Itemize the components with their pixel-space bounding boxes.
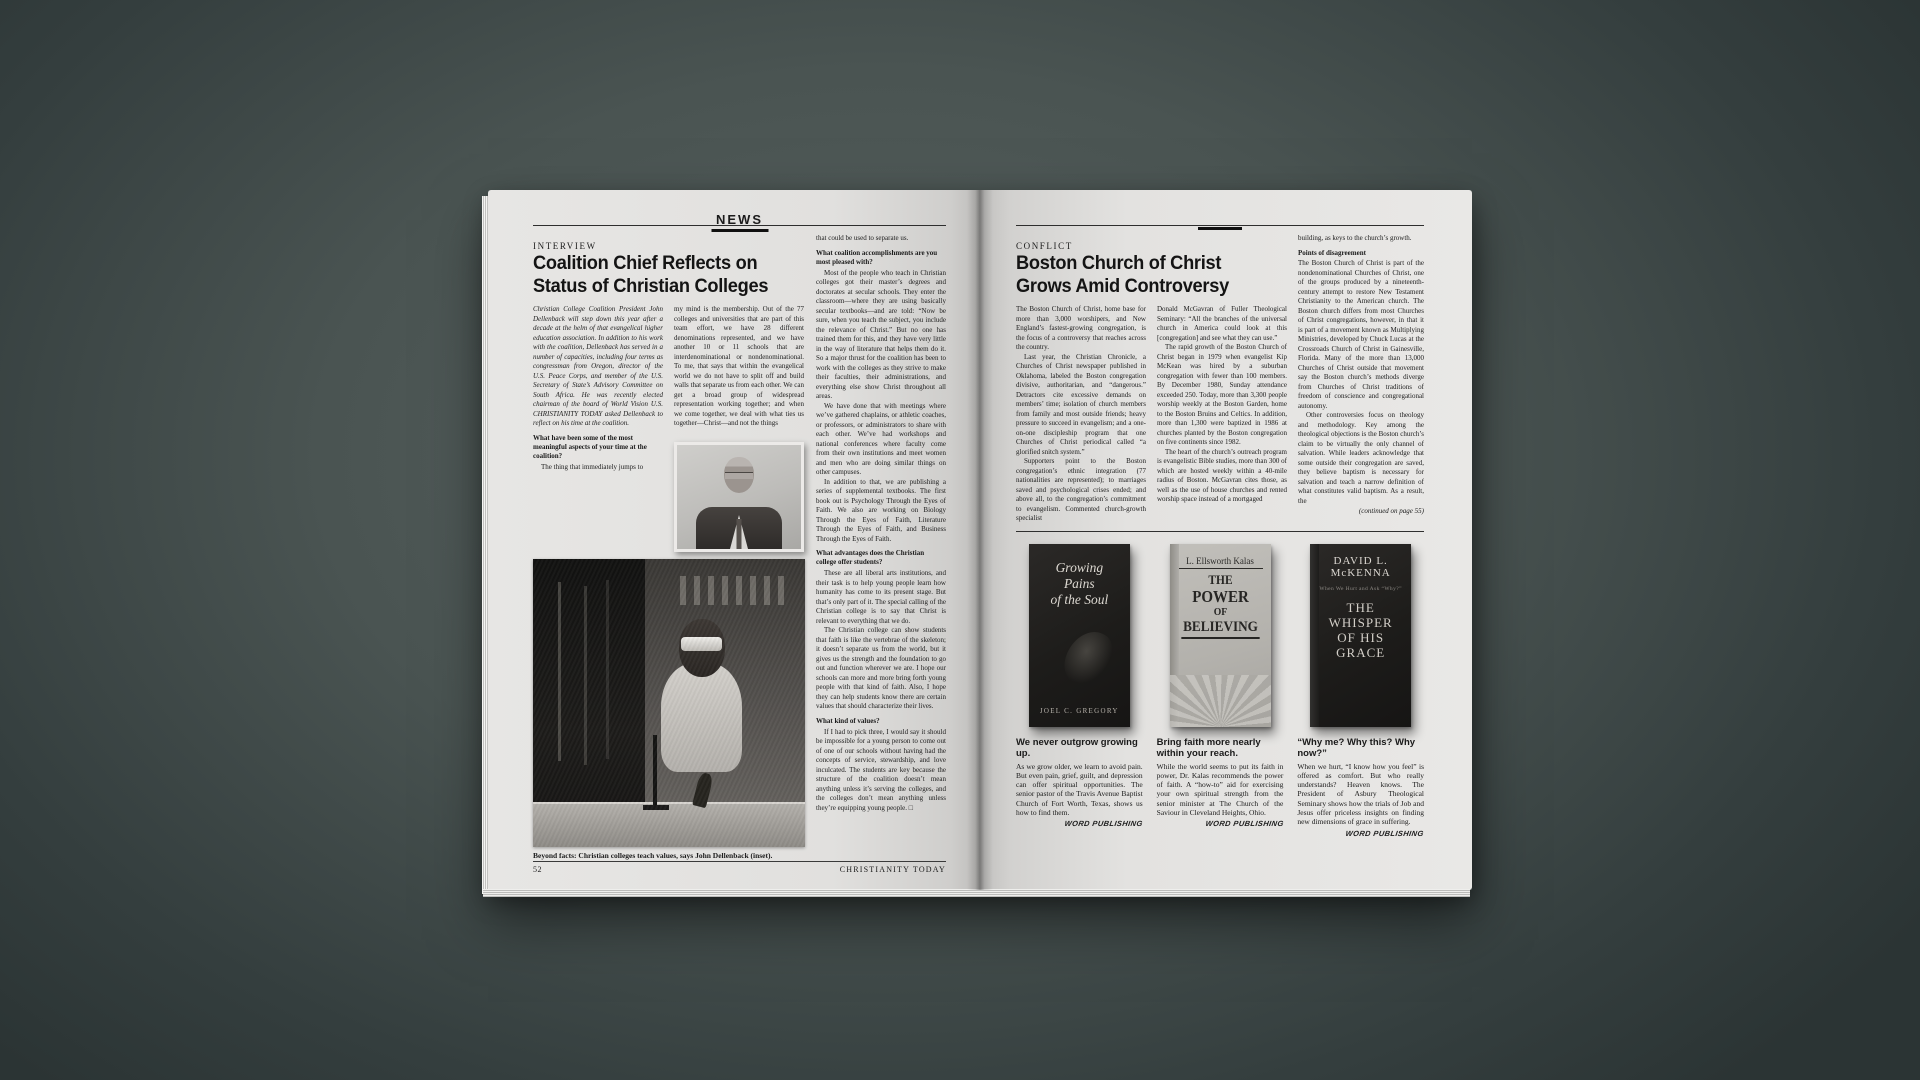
word-publishing-logo-2: WORD PUBLISHING bbox=[1204, 819, 1284, 829]
book3-title-of-his: OF HIS bbox=[1337, 629, 1385, 645]
ad2-body: While the world seems to put its faith in power, Dr. Kalas recommends the power of faith. A “how-to” aid for exercising your own spiritual strength from the senior minister at The Church of the Saviour in Cleveland Heights, Ohio. bbox=[1156, 761, 1284, 817]
boston-c3-p1: building, as keys to the church’s growth. bbox=[1298, 234, 1412, 242]
boston-column-2 bbox=[1157, 305, 1287, 524]
right-page bbox=[980, 190, 1472, 890]
photo-grain bbox=[533, 559, 805, 847]
left-article bbox=[533, 234, 946, 860]
answer-2-p2: We have done that with meetings where we’ve gathered chaplains, or athletic coaches, or professors, or administrators to share with each other. We’ve had workshops and national conferences where faculty come from their own institutions and meet women and men who are doing similar things on other campuses. bbox=[816, 401, 946, 476]
article-kicker: INTERVIEW bbox=[533, 241, 597, 251]
book3-title-grace: GRACE bbox=[1336, 644, 1386, 660]
answer-4-text: If I had to pick three, I would say it should be impossible for a young person to come out of one of our schools without having had the concepts of service, stewardship, and love inculcated. The students are key because the structure of the coalition doesn’t mean anything unless it’s serving the colleges, and the colleges don’t mean anything unless they’re equipping young people. bbox=[816, 727, 946, 812]
portrait-photo-dellenback bbox=[674, 442, 804, 552]
left-article-main bbox=[533, 234, 805, 860]
ad-column-2 bbox=[1157, 544, 1284, 838]
magazine-spread bbox=[488, 190, 1472, 890]
boston-c3-p2: The Boston Church of Christ is part of the nondenominational Churches of Christ, one of the groups produced by a nineteenth-century attempt to restore New Testament Christianity to the American church. The Boston church differs from most Churches of Christ congregations, however, in that it is part of a movement known as Multiplying Ministries, developed by Chuck Lucas at the Crossroads Church of Christ in Gainesville, Florida. Many of the more than 13,000 Churches of Christ outside that movement say the Boston church’s methods diverge from Churches of Christ traditions of freedom of conscience and congregational autonomy. bbox=[1298, 259, 1424, 410]
left-columns-1-2 bbox=[533, 305, 805, 553]
interview-question-3: What advantages does the Christian college offer students? bbox=[816, 549, 925, 566]
section-rule-right bbox=[1016, 225, 1424, 226]
book1-title bbox=[1029, 560, 1130, 608]
boston-subhead: Points of disagreement bbox=[1298, 248, 1366, 257]
end-mark: □ bbox=[908, 803, 913, 812]
portrait-glasses bbox=[725, 472, 753, 479]
sunburst-art bbox=[1170, 675, 1271, 727]
conflict-kicker: CONFLICT bbox=[1016, 241, 1073, 251]
interview-question-1: What have been some of the most meaningful aspects of your time at the coalition? bbox=[533, 433, 647, 460]
open-pages bbox=[488, 190, 1472, 890]
book1-author: JOEL C. GREGORY bbox=[1039, 706, 1119, 715]
right-columns-1-2 bbox=[1016, 305, 1287, 524]
article-headline-line1: Coalition Chief Reflects on bbox=[533, 253, 758, 274]
book3-title-whisper: WHISPER bbox=[1328, 614, 1393, 630]
answer-3-p1: These are all liberal arts institutions, and their task is to help young people learn how humanity has come to its present stage. But that’s only part of it. The special calling of the Christian college is to say that Christ is relevant to everything that we do. bbox=[816, 569, 946, 625]
answer-1-start: The thing that immediately jumps to bbox=[541, 462, 644, 471]
book2-title-power: POWER bbox=[1191, 586, 1249, 606]
section-header-right bbox=[1016, 210, 1424, 234]
section-header bbox=[533, 210, 946, 234]
left-page bbox=[488, 190, 980, 890]
book-cover-whisper-of-his-grace bbox=[1310, 544, 1411, 727]
ad3-heading: “Why me? Why this? Why now?” bbox=[1297, 736, 1416, 759]
book3-author bbox=[1310, 555, 1411, 580]
column-2-text: my mind is the membership. Out of the 77 colleges and universities that are part of this team effort, we have 28 different denominations represented, and we have another 10 or 11 schools that are interdenominational or nondenominational. To me, that says that within the evangelical world we do not have to split off and build walls that separate us from each other. We can get a broad group of widespread representation working together; and when we come together, we deal with what ties us together—Christ—and not the things bbox=[674, 305, 804, 427]
book2-author: L. Ellsworth Kalas bbox=[1178, 556, 1263, 569]
boston-column-3 bbox=[1298, 234, 1424, 524]
article-headline-line2: Status of Christian Colleges bbox=[533, 276, 769, 297]
continued-note: (continued on page 55) bbox=[1358, 507, 1424, 515]
interview-question-4: What kind of values? bbox=[816, 716, 880, 725]
column-2 bbox=[674, 305, 804, 553]
ad1-heading: We never outgrow growing up. bbox=[1016, 736, 1138, 759]
boston-column-1 bbox=[1016, 305, 1146, 524]
ad2-heading: Bring faith more nearly within your reach. bbox=[1156, 736, 1261, 759]
book1-title-line3: of the Soul bbox=[1050, 591, 1109, 607]
book3-spine bbox=[1310, 544, 1319, 727]
word-publishing-logo-1: WORD PUBLISHING bbox=[1063, 819, 1144, 829]
boston-c1-p1: The Boston Church of Christ, home base for more than 3,000 worshipers, and New England’s fastest-growing congregation, is the focus of a controversy that reaches across the country. bbox=[1016, 305, 1146, 351]
book2-title-of: OF bbox=[1213, 605, 1227, 618]
section-tick bbox=[1198, 227, 1242, 230]
book1-title-line1: Growing bbox=[1055, 559, 1104, 575]
photo-caption: Beyond facts: Christian colleges teach values, says John Dellenback (inset). bbox=[533, 851, 773, 860]
portrait-tie bbox=[737, 519, 742, 549]
book3-title-the: THE bbox=[1346, 599, 1375, 615]
book3-subtitle: When We Hurt and Ask “Why?” bbox=[1319, 585, 1402, 592]
boston-headline-line2: Grows Amid Controversy bbox=[1016, 276, 1229, 297]
magazine-name: CHRISTIANITY TODAY bbox=[839, 865, 946, 874]
ad1-body: As we grow older, we learn to avoid pain. But even pain, grief, guilt, and depression can offer spiritual opportunities. The senior pastor of the Travis Avenue Baptist Church of Fort Worth, Texas, shows us how to find them. bbox=[1016, 761, 1143, 817]
left-page-footer bbox=[533, 861, 946, 874]
answer-2-p3: In addition to that, we are publishing a series of supplemental textbooks. The first book out is Psychology Through the Eyes of Faith. We also are working on Biology Through the Eyes of Faith, Literature Through the Eyes of Faith, and Business Through the Eyes of Faith. bbox=[816, 477, 946, 543]
page-number: 52 bbox=[533, 865, 542, 874]
ad3-body: When we hurt, “I know how you feel” is offered as comfort. But who really understands? Heaven knows. The President of Asbury Theological Seminary shows how the trials of Job and Jesus offer priceless insights on finding new dimensions of grace in suffering. bbox=[1297, 761, 1425, 827]
word-publishing-logo-3: WORD PUBLISHING bbox=[1345, 828, 1425, 838]
column-3 bbox=[816, 234, 946, 860]
column-1 bbox=[533, 305, 663, 553]
answer-2-p1: Most of the people who teach in Christian colleges got their master’s degrees and doctorates at secular schools. They enter the classroom—where they are using basically secular textbooks—and are told: “Now be sure, when you teach the subject, you include the relevance of Christ.” But no one has trained them for this, and they have very little in the way of literature that helps them do it. So a major thrust for the coalition has been to work with the colleges as they strive to make their faculties, their administrations, and everything else show Christ throughout all areas. bbox=[816, 268, 946, 400]
book2-title bbox=[1176, 573, 1265, 639]
book-cover-power-of-believing bbox=[1170, 544, 1271, 727]
ad-column-1 bbox=[1016, 544, 1143, 838]
interview-question-2: What coalition accomplishments are you most pleased with? bbox=[816, 248, 938, 266]
answer-3-p2: The Christian college can show students that faith is like the vertebrae of the skeleton; it doesn’t separate us from the world, but it gives us the strength and the foundation to go out and function wherever we are. I hope our schools can more and more bring forth young people with that kind of faith. Also, I hope they can help students know there are certain values that should characterize their lives. bbox=[816, 626, 946, 710]
lab-photo bbox=[533, 559, 805, 847]
book3-title bbox=[1310, 600, 1411, 660]
book3-author-line1: DAVID L. bbox=[1333, 554, 1388, 567]
right-page-content bbox=[1016, 210, 1424, 874]
boston-c1-p2: Last year, the Christian Chronicle, a Churches of Christ newspaper published in Oklahoma, labeled the Boston congregation divisive, authoritarian, and “dangerous.” Detractors cite excessive demands on members’ time; isolation of church members from family and most outside friends; heavy pressure to succeed in evangelism; and a one-on-one discipleship program that one Churches of Christ periodical called “a glorified snitch system.” bbox=[1016, 352, 1146, 456]
intro-paragraph: Christian College Coalition President John Dellenback will step down this year after a decade at the helm of that evangelical higher education association. In addition to his work with the coalition, Dellenback has served in a number of capacities, including four terms as congressman from Oregon, director of the U.S. Peace Corps, and member of the U.S. Secretary of State’s Advisory Committee on South Africa. He was recently elected chairman of the board of World Vision U.S. CHRISTIANITY TODAY asked Dellenback to reflect on his time at the coalition. bbox=[533, 305, 663, 427]
ad-column-3 bbox=[1297, 544, 1424, 838]
book-cover-growing-pains bbox=[1029, 544, 1130, 727]
book2-title-believing: BELIEVING bbox=[1181, 620, 1259, 639]
ad-divider bbox=[1016, 531, 1424, 532]
boston-c3-p3: Other controversies focus on theology and methodology. Key among the theological objections is the Boston church’s claim to be virtually the only channel of salvation. While leaders acknowledge that some outside their congregation are saved, they believe baptism is necessary for salvation and teach a narrow definition of what constitutes valid baptism. As a result, the bbox=[1298, 411, 1424, 505]
left-page-content bbox=[533, 210, 946, 874]
word-publishing-ad bbox=[1016, 544, 1424, 838]
column-3-continuation: that could be used to separate us. bbox=[816, 234, 909, 242]
boston-c1-p3: Supporters point to the Boston congregation’s ethnic integration (77 nationalities are represented); to marriages saved and psychological crises ended; and above all, to the congregation’s commitment to evangelism. Commented church-growth specialist bbox=[1016, 457, 1146, 522]
boston-c2-p3: The heart of the church’s outreach program is evangelistic Bible studies, more than 300 of which are hosted weekly within a 40-mile radius of Boston. McGavran cites those, as well as the use of house churches and rented worship space instead of a mortgaged bbox=[1157, 447, 1287, 503]
book3-author-line2: McKENNA bbox=[1330, 567, 1391, 579]
leaf-art bbox=[1058, 624, 1119, 692]
book1-title-line2: Pains bbox=[1063, 575, 1095, 591]
boston-headline-line1: Boston Church of Christ bbox=[1016, 253, 1222, 274]
news-label: NEWS bbox=[711, 212, 768, 232]
answer-4 bbox=[816, 728, 946, 814]
right-article-main bbox=[1016, 234, 1287, 524]
boston-c2-p2: The rapid growth of the Boston Church of Christ began in 1979 when evangelist Kip McKean was hired by a suburban congregation with fewer than 100 members. By December 1980, Sunday attendance exceeded 250. Today, more than 3,300 people worship weekly at the Boston Garden, home to the Boston Bruins and Celtics. In addition, more than 1,300 were baptized in 1986 at churches planted by the Boston congregation on five continents since 1982. bbox=[1157, 343, 1287, 446]
right-article bbox=[1016, 234, 1424, 524]
book2-title-the: THE bbox=[1207, 571, 1233, 587]
boston-c2-p1: Donald McGavran of Fuller Theological Seminary: “All the branches of the universal church in America could look at this [congregation] and see what they can use.” bbox=[1157, 305, 1287, 342]
